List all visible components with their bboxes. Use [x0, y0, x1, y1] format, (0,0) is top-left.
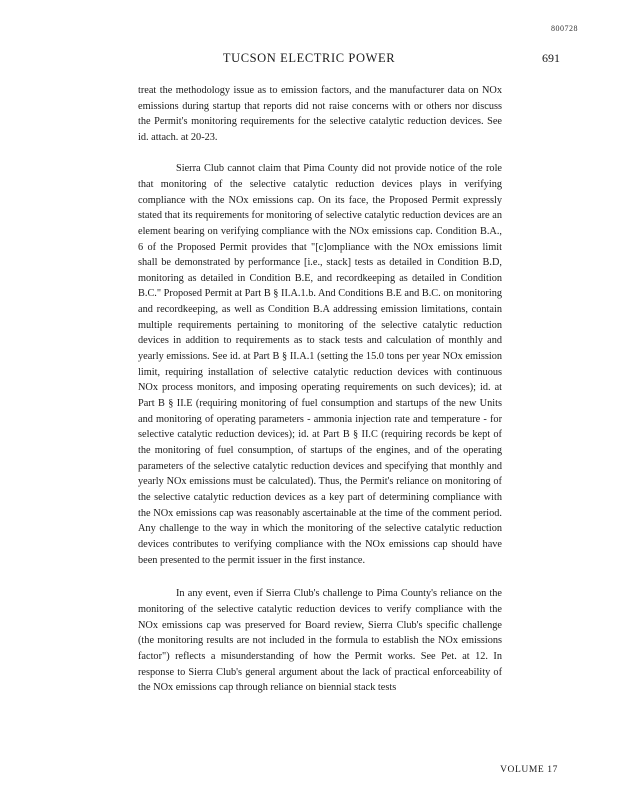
page-number: 691 [542, 51, 560, 65]
volume-footer: VOLUME 17 [500, 765, 558, 775]
document-id: 800728 [551, 24, 578, 33]
paragraph-any-event: In any event, even if Sierra Club's challenge to Pima County's reliance on the monitoring of the selective catalytic reduction devices to verify compliance with the NOx emissions cap was preserved for Board review, Sierra Club's specific challenge (the monitoring results are not included in the formula to establish the NOx emissions factor") reflects a misunderstanding of how the Permit works. See Pet. at 12. In response to Sierra Club's general argument about the lack of practical enforceability of the NOx emissions cap through reliance on biennial stack tests [138, 588, 502, 694]
running-header-title: TUCSON ELECTRIC POWER [222, 51, 396, 65]
paragraph-continuation: treat the methodology issue as to emission factors, and the manufacturer data on NOx emissions during startup that reports did not raise concerns with or others nor discuss the Permit's monitoring requirements for the selective catalytic reduction devices. See id. attach. at 20-23. [138, 85, 502, 143]
body-text [138, 83, 502, 696]
paragraph-notice: Sierra Club cannot claim that Pima County did not provide notice of the role that monitoring of the selective catalytic reduction devices plays in verifying compliance with the NOx emissions cap. On its face, the Proposed Permit expressly stated that its requirements for monitoring of selective catalytic reduction devices are an element bearing on verifying compliance with the NOx emissions cap. Condition B.A., 6 of the Proposed Permit provides that "[c]ompliance with the NOx emissions limit shall be demonstrated by performance [i.e., stack] tests as detailed in Condition B.D, monitoring as detailed in Condition B.E, and recordkeeping as detailed in Condition B.C." Proposed Permit at Part B § II.A.1.b. And Conditions B.E and B.C. on monitoring and recordkeeping, as well as Condition B.A addressing emission limitations, contain multiple requirements pertaining to monitoring of the selective catalytic reduction devices in addition to requirements as to stack tests and calculation of monthly and yearly emissions. See id. at Part B § II.A.1 (setting the 15.0 tons per year NOx emission limit, requiring installation of selective catalytic reduction devices with continuous NOx process monitors, and imposing operating requirements on such devices); id. at Part B § II.E (requiring monitoring of fuel consumption and startups of the new Units and monitoring of operating parameters - ammonia injection rate and temperature - for selective catalytic reduction devices); id. at Part B § II.C (requiring records be kept of the monitoring of fuel consumption, of startups of the engines, and of the operating parameters of the selective catalytic reduction devices and specifying that monthly and yearly NOx emissions must be calculated). Thus, the Permit's reliance on monitoring of the selective catalytic reduction devices as a key part of determining compliance with the NOx emissions cap was reasonably ascertainable at the time of the comment period. Any challenge to the way in which the monitoring of the selective catalytic reduction devices contributes to verifying compliance with the NOx emissions cap should have been presented to the permit issuer in the first instance. [138, 163, 502, 566]
